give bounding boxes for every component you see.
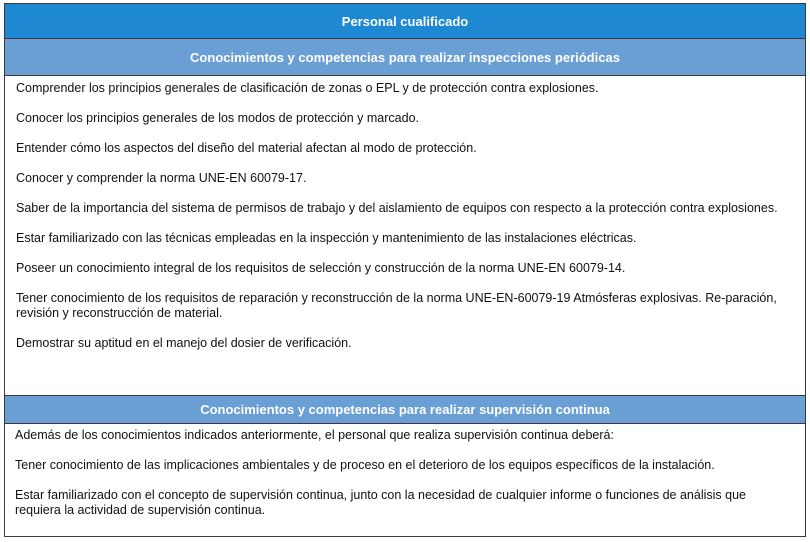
- section-heading-continuous-supervision: Conocimientos y competencias para realizar supervisión continua: [5, 395, 805, 424]
- list-item: Tener conocimiento de las implicaciones ambientales y de proceso en el deterioro de los equipos específicos de la instalación.: [15, 458, 715, 472]
- continuous-supervision-list: [5, 424, 805, 536]
- list-item: Estar familiarizado con el concepto de supervisión continua, junto con la necesidad de cualquier informe o funciones de análisis que requiera la actividad de supervisión continua.: [15, 488, 746, 517]
- table-title: Personal cualificado: [5, 4, 805, 39]
- list-item: Demostrar su aptitud en el manejo del dosier de verificación.: [16, 336, 352, 350]
- list-item: Conocer los principios generales de los modos de protección y marcado.: [16, 111, 419, 125]
- qualified-personnel-table: [4, 3, 806, 537]
- list-item: Además de los conocimientos indicados anteriormente, el personal que realiza supervisión continua deberá:: [15, 428, 614, 442]
- list-item: Poseer un conocimiento integral de los requisitos de selección y construcción de la norma UNE-EN 60079-14.: [16, 261, 626, 275]
- list-item: Saber de la importancia del sistema de permisos de trabajo y del aislamiento de equipos con respecto a la protección contra explosiones.: [16, 201, 778, 215]
- section-heading-periodic-inspections: Conocimientos y competencias para realizar inspecciones periódicas: [5, 39, 805, 76]
- list-item: Comprender los principios generales de clasificación de zonas o EPL y de protección contra explosiones.: [16, 81, 599, 95]
- list-item: Conocer y comprender la norma UNE-EN 60079-17.: [16, 171, 307, 185]
- periodic-inspections-list: [5, 76, 805, 395]
- list-item: Estar familiarizado con las técnicas empleadas en la inspección y mantenimiento de las instalaciones eléctricas.: [16, 231, 637, 245]
- list-item: Entender cómo los aspectos del diseño del material afectan al modo de protección.: [16, 141, 477, 155]
- list-item: Tener conocimiento de los requisitos de reparación y reconstrucción de la norma UNE-EN-60079-19 Atmósferas explosivas. Re-paración, revisión y reconstrucción de material.: [16, 291, 777, 320]
